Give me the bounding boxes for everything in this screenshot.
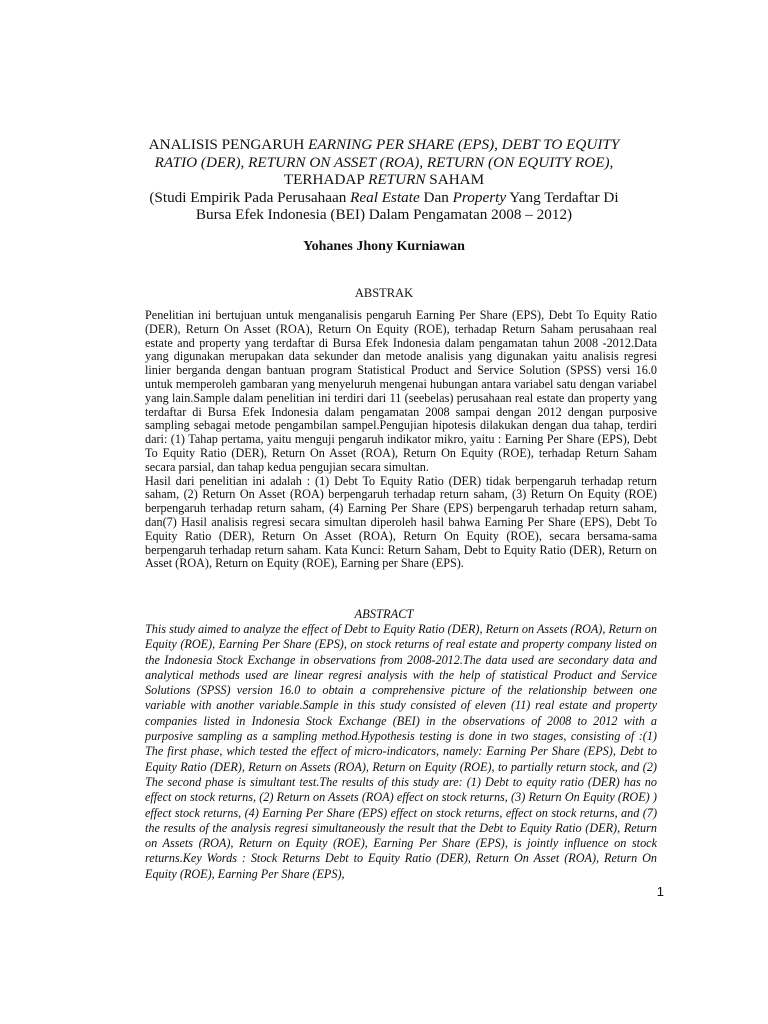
abstrak-paragraph-2: Hasil dari penelitian ini adalah : (1) Debt To Equity Ratio (DER) tidak berpengaruh terhadap return saham, (2) Return On Asset (ROA) berpengaruh terhadap return saham, (3) Return On Equity (ROE) berpengaruh terhadap return saham, (4) Earning Per Share (EPS) berpengaruh terhadap return saham, dan(7) Hasil analisis regresi secara simultan diperoleh hasil bahwa Earning Per Share (EPS), Debt To Equity Ratio (DER), Return On Asset (ROA), Return On Equity (ROE), secara bersama-sama berpengaruh terhadap return saham. Kata Kunci: Return Saham, Debt to Equity Ratio (DER), Return on Asset (ROA), Return on Equity (ROE), Earning per Share (EPS). (145, 473, 657, 571)
paper-title (110, 136, 658, 224)
abstract-body (145, 622, 657, 882)
page-number: 1 (656, 884, 664, 899)
abstrak-body (145, 309, 657, 571)
subtitle-line-1: (Studi Empirik Pada Perusahaan Real Estate Dan Property Yang Terdaftar Di (149, 188, 619, 206)
title-line-3: TERHADAP RETURN SAHAM (283, 171, 485, 189)
abstract-heading: ABSTRACT (354, 607, 414, 621)
subtitle-line-2: Bursa Efek Indonesia (BEI) Dalam Pengamatan 2008 – 2012) (195, 206, 573, 224)
abstrak-paragraph-1: Penelitian ini bertujuan untuk menganalisis pengaruh Earning Per Share (EPS), Debt To Equity Ratio (DER), Return On Asset (ROA), Return On Equity (ROE), terhadap Return Saham perusahaan real estate and property yang terdaftar di Bursa Efek Indonesia dalam pengamatan tahun 2008 -2012.Data yang digunakan merupakan data sekunder dan metode analisis yang digunakan yaitu analisis regresi linier berganda dengan bantuan program Statistical Product and Service Solution (SPSS) versi 16.0 untuk memperoleh gambaran yang menyeluruh mengenai hubungan antara variabel satu dengan variabel yang lain.Sample dalam penelitian ini terdiri dari 11 (seebelas) perusahaan real estate dan property yang terdaftar di Bursa Efek Indonesia dalam pengamatan 2008 sampai dengan 2012 dengan purposive sampling sebagai metode pengambilan sampel.Pengujian hipotesis dilakukan dengan dua tahap, terdiri dari: (1) Tahap pertama, yaitu menguji pengaruh indikator mikro, yaitu : Earning Per Share (EPS), Debt To Equity Ratio (DER), Return On Asset (ROA), Return On Equity (ROE), terhadap Return Saham secara parsial, dan tahap kedua pengujian secara simultan. (145, 308, 657, 474)
abstrak-heading: ABSTRAK (354, 286, 414, 300)
title-line-1: ANALISIS PENGARUH EARNING PER SHARE (EPS), DEBT TO EQUITY (148, 136, 620, 153)
author-name: Yohanes Jhony Kurniawan (303, 239, 465, 254)
abstract-paragraph: This study aimed to analyze the effect of Debt to Equity Ratio (DER), Return on Assets (ROA), Return on Equity (ROE), Earning Per Share (EPS), on stock returns of real estate and property company listed on the Indonesia Stock Exchange in observations from 2008-2012.The data used are secondary data and analytical methods used are linear regresi analysis with the help of statistical Product and Service Solutions (SPSS) version 16.0 to obtain a comprehensive picture of the relationship between one variable with another variable.Sample in this study consisted of eleven (11) real estate and property companies listed in Indonesia Stock Exchange (BEI) in the observations of 2008 to 2012 with a purposive sampling as a sampling method.Hypothesis testing is done in two stages, consisting of :(1) The first phase, which tested the effect of micro-indicators, namely: Earning Per Share (EPS), Debt to Equity Ratio (DER), Return on Assets (ROA), Return on Equity (ROE), to partially return stock, and (2) The second phase is simultant test.The results of this study are: (1) Debt to equity ratio (DER) has no effect on stock returns, (2) Return on Assets (ROA) effect on stock returns, (3) Return On Equity (ROE) ) effect stock returns, (4) Earning Per Share (EPS) effect on stock returns, effect on stock returns, and (7) the results of the analysis regresi simultaneously the result that the Debt to Equity Ratio (DER), Return on Assets (ROA), Return on Equity (ROE), Earning Per Share (EPS), is jointly influence on stock returns.Key Words : Stock Returns Debt to Equity Ratio (DER), Return On Asset (ROA), Return On Equity (ROE), Earning Per Share (EPS), (145, 622, 657, 881)
title-line-2: RATIO (DER), RETURN ON ASSET (ROA), RETURN (ON EQUITY ROE), (154, 153, 614, 171)
